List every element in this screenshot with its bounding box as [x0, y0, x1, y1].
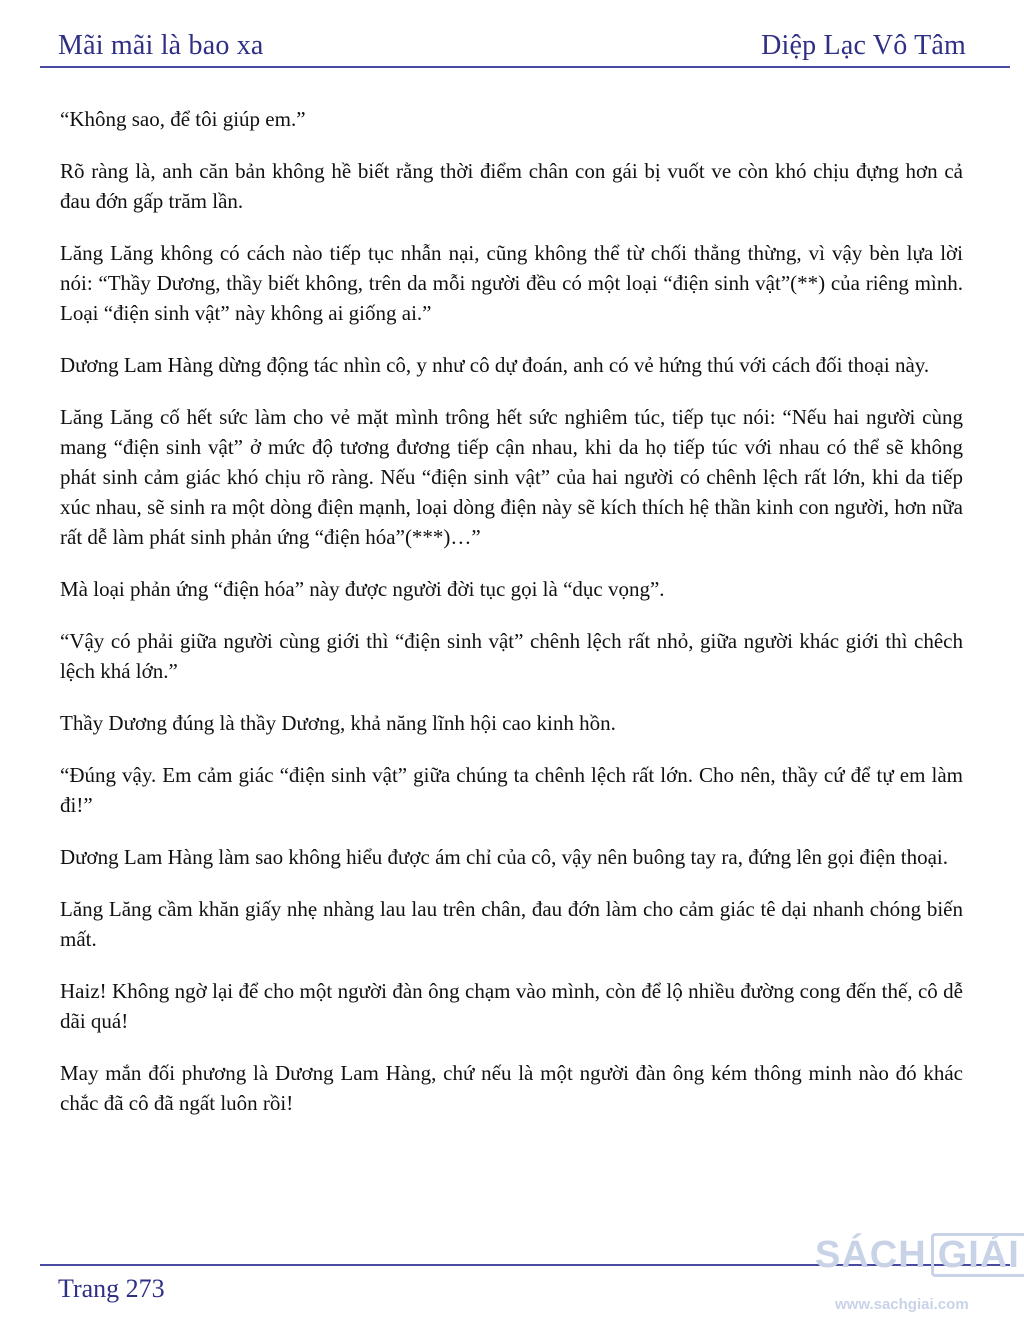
watermark-url: www.sachgiai.com: [835, 1296, 969, 1313]
paragraph: Dương Lam Hàng làm sao không hiểu được ám chỉ của cô, vậy nên buông tay ra, đứng lên gọi điện thoại.: [60, 845, 948, 869]
paragraph: Dương Lam Hàng dừng động tác nhìn cô, y như cô dự đoán, anh có vẻ hứng thú với cách đối thoại này.: [60, 353, 930, 377]
paragraph: “Vậy có phải giữa người cùng giới thì “điện sinh vật” chênh lệch rất nhỏ, giữa người khác giới thì chêch lệch khá lớn.”: [60, 629, 963, 683]
watermark-logo-part2: GIẢI: [931, 1233, 1024, 1277]
paragraph: May mắn đối phương là Dương Lam Hàng, chứ nếu là một người đàn ông kém thông minh nào đó khác chắc đã cô đã ngất luôn rồi!: [60, 1061, 963, 1115]
paragraph: “Đúng vậy. Em cảm giác “điện sinh vật” giữa chúng ta chênh lệch rất lớn. Cho nên, thầy cứ để tự em làm đi!”: [60, 763, 963, 817]
paragraph: Lăng Lăng không có cách nào tiếp tục nhẫn nại, cũng không thể từ chối thẳng thừng, vì vậy bèn lựa lời nói: “Thầy Dương, thầy biết không, trên da mỗi người đều có một loại “điện sinh vật”(**) của riêng mình. Loại “điện sinh vật” này không ai giống ai.”: [60, 241, 963, 325]
watermark-logo: [815, 1234, 1024, 1276]
paragraph: Rõ ràng là, anh căn bản không hề biết rằng thời điểm chân con gái bị vuốt ve còn khó chịu đựng hơn cả đau đớn gấp trăm lần.: [60, 159, 963, 213]
page-body: [60, 104, 963, 1140]
watermark: [815, 1228, 1020, 1320]
page-number: Trang 273: [58, 1274, 165, 1303]
paragraph: “Không sao, để tôi giúp em.”: [60, 107, 306, 131]
watermark-logo-part1: SÁCH: [815, 1233, 927, 1276]
page-header: [58, 22, 966, 62]
header-divider: [40, 66, 1010, 68]
paragraph: Lăng Lăng cầm khăn giấy nhẹ nhàng lau lau trên chân, đau đớn làm cho cảm giác tê dại nhanh chóng biến mất.: [60, 897, 963, 951]
paragraph: Mà loại phản ứng “điện hóa” này được người đời tục gọi là “dục vọng”.: [60, 577, 665, 601]
book-title: Mãi mãi là bao xa: [58, 30, 264, 61]
paragraph: Thầy Dương đúng là thầy Dương, khả năng lĩnh hội cao kinh hồn.: [60, 711, 616, 735]
paragraph: Haiz! Không ngờ lại để cho một người đàn ông chạm vào mình, còn để lộ nhiều đường cong đến thế, cô dễ dãi quá!: [60, 979, 963, 1033]
author-name: Diệp Lạc Vô Tâm: [761, 30, 966, 61]
paragraph: Lăng Lăng cố hết sức làm cho vẻ mặt mình trông hết sức nghiêm túc, tiếp tục nói: “Nếu hai người cùng mang “điện sinh vật” ở mức độ tương đương tiếp cận nhau, khi da họ tiếp túc với nhau có thể sẽ không phát sinh cảm giác khó chịu rõ ràng. Nếu “điện sinh vật” của hai người có chênh lệch rất lớn, khi da tiếp xúc nhau, sẽ sinh ra một dòng điện mạnh, loại dòng điện này sẽ kích thích hệ thần kinh con người, hơn nữa rất dễ làm phát sinh phản ứng “điện hóa”(***)…”: [60, 405, 963, 549]
